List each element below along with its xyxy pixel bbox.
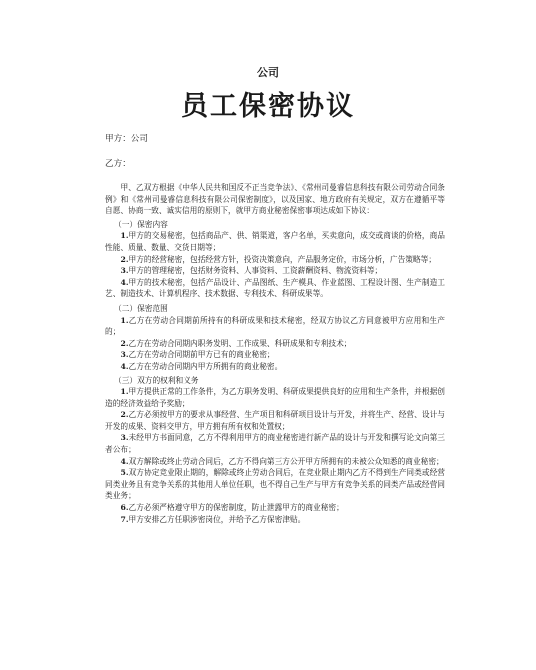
list-item: 2.甲方的经营秘密，包括经营方针，投资决策意向，产品服务定价，市场分析，广告策略等； xyxy=(120,254,437,264)
intro-paragraph: 甲、乙双方根据《中华人民共和国反不正当竞争法》、《常州司曼睿信息科技有限公司劳动合同条例》和《常州司曼睿信息科技有限公司保密制度》，以及国家、地方政府有关规定，双方在遵循平等自愿、协商一致、诚实信用的原则下，就甲方商业秘密保密事项达成如下协议： xyxy=(105,183,445,216)
list-item: 2.乙方在劳动合同期内职务发明、工作成果、科研成果和专利技术； xyxy=(120,338,352,348)
party-a-line: 甲方：公司 xyxy=(105,134,148,144)
list-item: 7.甲方安排乙方任职涉密岗位，并给予乙方保密津贴。 xyxy=(120,514,306,524)
party-b-line: 乙方： xyxy=(105,159,131,169)
list-item: 1.乙方在劳动合同期前所持有的科研成果和技术秘密，经双方协议乙方同意被甲方应用和生产的； xyxy=(105,315,445,337)
list-item: 6.乙方必须严格遵守甲方的保密制度，防止泄露甲方的商业秘密； xyxy=(120,503,344,513)
document-title: 员工保密协议 xyxy=(181,91,355,122)
list-item: 5.双方协定竞业限止期的，解除或终止劳动合同后，在竞业限止期内乙方不得到生产同类或经营同类业务且有竞争关系的其他用人单位任职，也不得自己生产与甲方有竞争关系的同类产品或经营同类业务； xyxy=(105,468,445,501)
list-item: 3.乙方在劳动合同期前甲方已有的商业秘密； xyxy=(120,350,275,360)
list-item: 4.乙方在劳动合同期内甲方所拥有的商业秘密。 xyxy=(120,361,283,371)
section-heading-rights: （三）双方的权利和义务 xyxy=(114,375,199,385)
list-item: 1.甲方的交易秘密，包括商品产、供、销渠道，客户名单，买卖意向，成交或商谈的价格，商品性能、质量、数量、交货日期等； xyxy=(105,231,445,252)
list-item: 4.双方解除或终止劳动合同后，乙方不得向第三方公开甲方所拥有的未被公众知悉的商业秘密； xyxy=(120,456,444,466)
list-item: 1.甲方提供正常的工作条件，为乙方职务发明、科研成果提供良好的应用和生产条件，并根据创造的经济效益给予奖励； xyxy=(105,387,445,408)
section-heading-scope: （二）保密范围 xyxy=(114,303,168,313)
list-item: 3.未经甲方书面同意，乙方不得利用甲方的商业秘密进行新产品的设计与开发和撰写论文向第三者公布； xyxy=(105,433,445,455)
list-item: 4.甲方的技术秘密，包括产品设计、产品图纸、生产模具、作业蓝图、工程设计图、生产制造工艺、制造技术、计算机程序、技术数据、专利技术、科研成果等。 xyxy=(105,277,445,299)
agreement-body xyxy=(105,182,445,525)
list-item: 2.乙方必须按甲方的要求从事经营、生产项目和科研项目设计与开发，并将生产、经营、设计与开发的成果、资料交甲方，甲方拥有所有权和处置权； xyxy=(105,410,445,431)
list-item: 3.甲方的管理秘密，包括财务资料、人事资料、工资薪酬资料、物流资料等； xyxy=(120,266,383,276)
company-name: 公司 xyxy=(257,66,279,79)
section-heading-content: （一）保密内容 xyxy=(114,219,168,229)
